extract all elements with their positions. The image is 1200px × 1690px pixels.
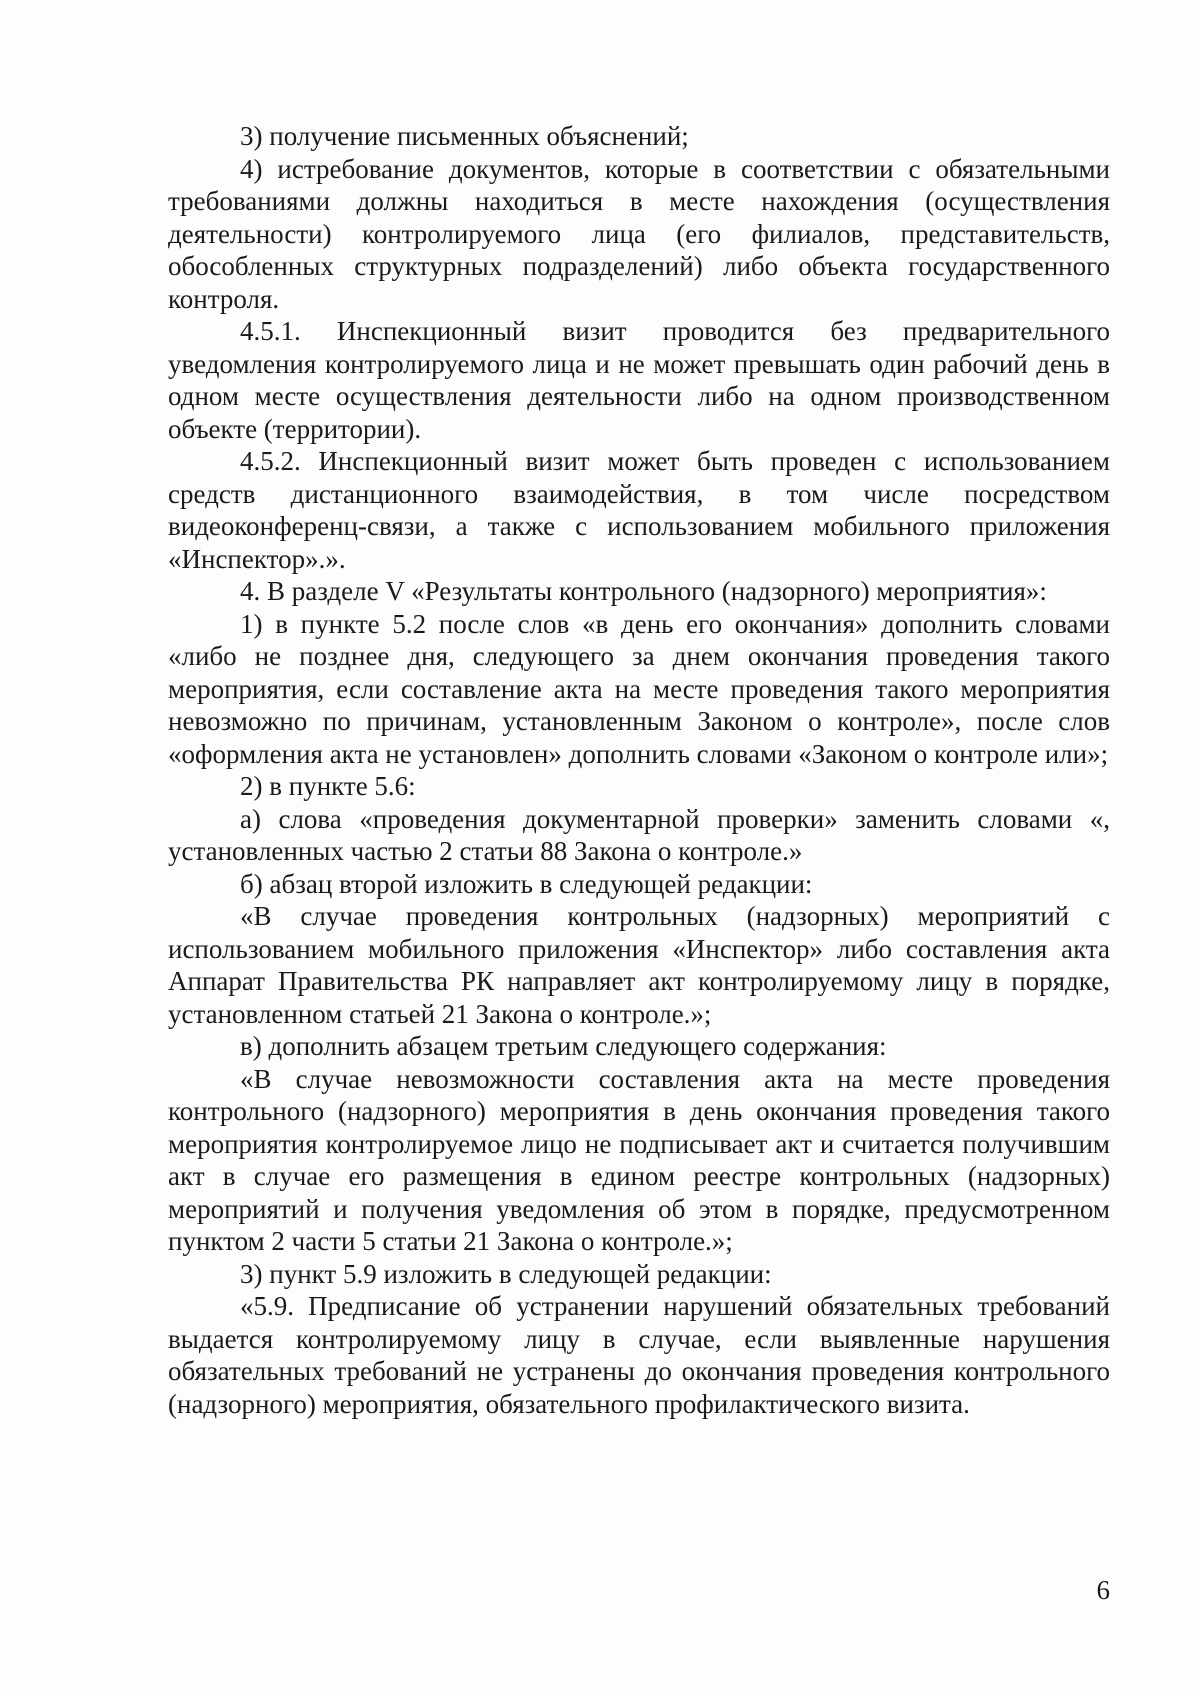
document-body — [168, 120, 1110, 1420]
paragraph-point-5-9: 3) пункт 5.9 изложить в следующей редакции: — [240, 1258, 772, 1289]
paragraph-quote-impossibility: «В случае невозможности составления акта на месте проведения контрольного (надзорного) мероприятия в день окончания проведения такого мероприятия контролируемое лицо не подписывает акт и считается получившим акт в случае его размещения в едином реестре контрольных (надзорных) мероприятий и получения уведомления об этом в порядке, предусмотренном пунктом 2 части 5 статьи 21 Закона о контроле.»; — [168, 1063, 1110, 1256]
paragraph-point-5-2: 1) в пункте 5.2 после слов «в день его окончания» дополнить словами «либо не позднее дня, следующего за днем окончания проведения такого мероприятия, если составление акта на месте проведения такого мероприятия невозможно по причинам, установленным Законом о контроле», после слов «оформления акта не установлен» дополнить словами «Законом о контроле или»; — [168, 608, 1110, 769]
paragraph-quote-5-9: «5.9. Предписание об устранении нарушений обязательных требований выдается контролируемому лицу в случае, если выявленные нарушения обязательных требований не устранены до окончания проведения контрольного (надзорного) мероприятия, обязательного профилактического визита. — [168, 1291, 1110, 1419]
paragraph-subpoint-v: в) дополнить абзацем третьим следующего содержания: — [240, 1031, 887, 1061]
paragraph-section-v: 4. В разделе V «Результаты контрольного (надзорного) мероприятия»: — [240, 576, 1047, 606]
page-number: 6 — [1096, 1575, 1110, 1605]
paragraph-item-3: 3) получение письменных объяснений; — [240, 121, 689, 151]
paragraph-item-4: 4) истребование документов, которые в соответствии с обязательными требованиями должны находиться в месте нахождения (осуществления деятельности) контролируемого лица (его филиалов, представительств, обособленных структурных подразделений) либо объекта государственного контроля. — [168, 153, 1110, 314]
paragraph-subpoint-b: б) абзац второй изложить в следующей редакции: — [240, 868, 813, 899]
paragraph-4-5-2: 4.5.2. Инспекционный визит может быть проведен с использованием средств дистанционного взаимодействия, в том числе посредством видеоконференц-связи, а также с использованием мобильного приложения «Инспектор».». — [168, 446, 1110, 574]
paragraph-point-5-6: 2) в пункте 5.6: — [240, 771, 416, 801]
paragraph-4-5-1: 4.5.1. Инспекционный визит проводится без предварительного уведомления контролируемого лица и не может превышать один рабочий день в одном месте осуществления деятельности либо на одном производственном объекте (территории). — [168, 316, 1110, 444]
paragraph-quote-inspector: «В случае проведения контрольных (надзорных) мероприятий с использованием мобильного приложения «Инспектор» либо составления акта Аппарат Правительства РК направляет акт контролируемому лицу в порядке, установленном статьей 21 Закона о контроле.»; — [168, 901, 1110, 1029]
paragraph-subpoint-a: а) слова «проведения документарной проверки» заменить словами «, установленных частью 2 статьи 88 Закона о контроле.» — [168, 803, 1110, 866]
